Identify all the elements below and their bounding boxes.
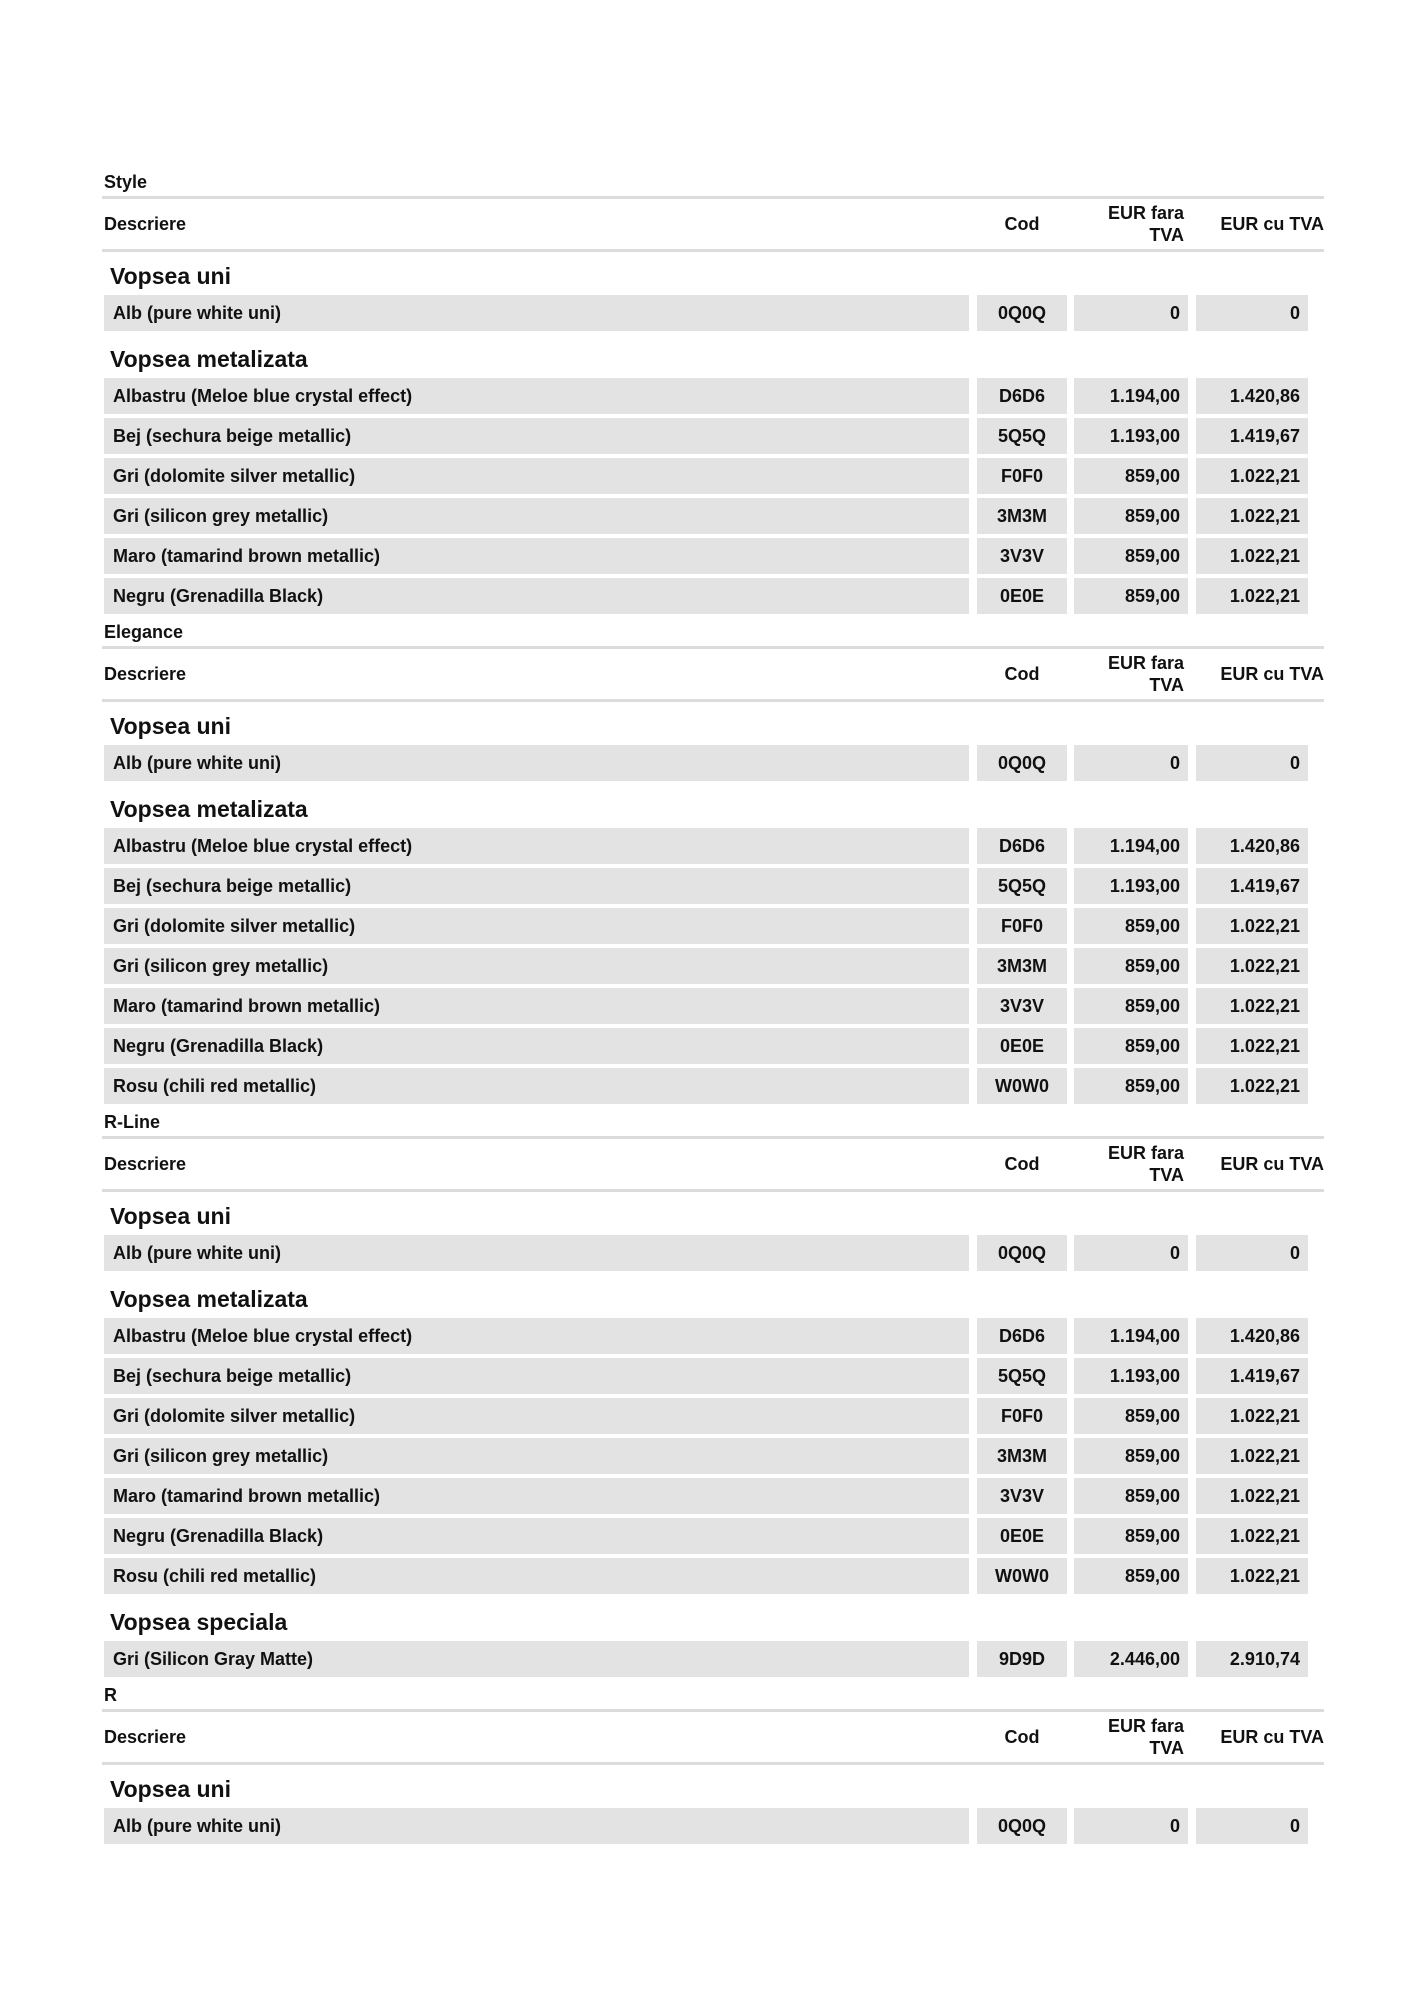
cell-cod: 9D9D [977, 1641, 1067, 1677]
cell-descriere: Alb (pure white uni) [104, 1808, 969, 1844]
cell-eur-fara-tva: 859,00 [1074, 1028, 1188, 1064]
header-cod: Cod [1004, 663, 1040, 684]
trim-title: Style [104, 172, 148, 192]
cell-eur-cu-tva: 0 [1196, 295, 1308, 331]
cell-descriere: Albastru (Meloe blue crystal effect) [104, 828, 969, 864]
group-heading: Vopsea uni [110, 263, 231, 289]
paint-group [102, 785, 1324, 1104]
trim-section [102, 618, 1324, 1104]
table-row [102, 1398, 1324, 1434]
trim-title: Elegance [104, 622, 184, 642]
cell-eur-cu-tva: 1.022,21 [1196, 1518, 1308, 1554]
cell-descriere: Negru (Grenadilla Black) [104, 1518, 969, 1554]
cell-eur-cu-tva: 1.022,21 [1196, 948, 1308, 984]
table-row [102, 498, 1324, 534]
cell-descriere: Bej (sechura beige metallic) [104, 418, 969, 454]
cell-eur-fara-tva: 0 [1074, 745, 1188, 781]
table-row [102, 745, 1324, 781]
table-row [102, 578, 1324, 614]
paint-group [102, 702, 1324, 781]
header-descriere: Descriere [104, 1726, 187, 1747]
cell-eur-cu-tva: 1.022,21 [1196, 498, 1308, 534]
trim-section [102, 1681, 1324, 1844]
paint-group [102, 1598, 1324, 1677]
header-eur-fara-tva: EUR fara TVA [1107, 1143, 1184, 1185]
table-row [102, 1518, 1324, 1554]
paint-group [102, 335, 1324, 614]
table-row [102, 1558, 1324, 1594]
cell-eur-cu-tva: 1.022,21 [1196, 538, 1308, 574]
cell-eur-cu-tva: 1.022,21 [1196, 1438, 1308, 1474]
table-header [102, 1709, 1324, 1765]
cell-eur-fara-tva: 859,00 [1074, 1068, 1188, 1104]
cell-eur-fara-tva: 1.193,00 [1074, 868, 1188, 904]
header-descriere: Descriere [104, 663, 187, 684]
cell-descriere: Alb (pure white uni) [104, 745, 969, 781]
cell-cod: W0W0 [977, 1558, 1067, 1594]
table-row [102, 538, 1324, 574]
table-row [102, 378, 1324, 414]
cell-cod: D6D6 [977, 378, 1067, 414]
cell-descriere: Bej (sechura beige metallic) [104, 1358, 969, 1394]
group-heading: Vopsea uni [110, 713, 231, 739]
cell-eur-cu-tva: 1.022,21 [1196, 1478, 1308, 1514]
table-row [102, 1358, 1324, 1394]
cell-cod: 0Q0Q [977, 295, 1067, 331]
table-header [102, 1136, 1324, 1192]
cell-eur-fara-tva: 1.193,00 [1074, 1358, 1188, 1394]
cell-cod: F0F0 [977, 908, 1067, 944]
header-cod: Cod [1004, 1153, 1040, 1174]
cell-eur-cu-tva: 1.022,21 [1196, 988, 1308, 1024]
table-row [102, 1478, 1324, 1514]
cell-cod: 0E0E [977, 578, 1067, 614]
price-list-page [102, 168, 1324, 1848]
cell-eur-fara-tva: 1.194,00 [1074, 828, 1188, 864]
cell-eur-fara-tva: 859,00 [1074, 908, 1188, 944]
cell-cod: D6D6 [977, 1318, 1067, 1354]
cell-cod: 3V3V [977, 538, 1067, 574]
group-heading: Vopsea uni [110, 1203, 231, 1229]
header-eur-fara-tva: EUR fara TVA [1107, 203, 1184, 245]
cell-eur-fara-tva: 1.193,00 [1074, 418, 1188, 454]
cell-cod: 5Q5Q [977, 418, 1067, 454]
cell-cod: 0Q0Q [977, 1808, 1067, 1844]
cell-cod: F0F0 [977, 458, 1067, 494]
cell-descriere: Gri (silicon grey metallic) [104, 498, 969, 534]
group-heading: Vopsea uni [110, 1776, 231, 1802]
cell-eur-cu-tva: 0 [1196, 1808, 1308, 1844]
cell-cod: 0E0E [977, 1518, 1067, 1554]
group-heading: Vopsea speciala [110, 1609, 288, 1635]
table-row [102, 1438, 1324, 1474]
table-header [102, 646, 1324, 702]
trim-title: R [104, 1685, 117, 1705]
cell-descriere: Negru (Grenadilla Black) [104, 1028, 969, 1064]
cell-eur-cu-tva: 1.022,21 [1196, 1068, 1308, 1104]
cell-eur-cu-tva: 1.420,86 [1196, 1318, 1308, 1354]
table-row [102, 828, 1324, 864]
cell-descriere: Maro (tamarind brown metallic) [104, 988, 969, 1024]
group-heading: Vopsea metalizata [110, 346, 308, 372]
trim-section [102, 1108, 1324, 1677]
cell-eur-cu-tva: 1.022,21 [1196, 578, 1308, 614]
cell-eur-cu-tva: 1.419,67 [1196, 418, 1308, 454]
header-descriere: Descriere [104, 213, 187, 234]
cell-eur-fara-tva: 1.194,00 [1074, 378, 1188, 414]
cell-eur-cu-tva: 1.419,67 [1196, 1358, 1308, 1394]
trim-title: R-Line [104, 1112, 160, 1132]
table-row [102, 1641, 1324, 1677]
cell-descriere: Bej (sechura beige metallic) [104, 868, 969, 904]
trim-section [102, 168, 1324, 614]
paint-group [102, 1192, 1324, 1271]
header-cod: Cod [1004, 1726, 1040, 1747]
cell-eur-cu-tva: 2.910,74 [1196, 1641, 1308, 1677]
table-row [102, 1068, 1324, 1104]
cell-eur-fara-tva: 859,00 [1074, 498, 1188, 534]
cell-eur-fara-tva: 1.194,00 [1074, 1318, 1188, 1354]
cell-eur-cu-tva: 0 [1196, 745, 1308, 781]
cell-eur-fara-tva: 859,00 [1074, 948, 1188, 984]
cell-descriere: Gri (silicon grey metallic) [104, 948, 969, 984]
cell-eur-fara-tva: 859,00 [1074, 988, 1188, 1024]
table-row [102, 868, 1324, 904]
cell-cod: 5Q5Q [977, 1358, 1067, 1394]
table-row [102, 1028, 1324, 1064]
header-eur-fara-tva: EUR fara TVA [1107, 1716, 1184, 1758]
header-cod: Cod [1004, 213, 1040, 234]
cell-eur-cu-tva: 1.022,21 [1196, 1028, 1308, 1064]
cell-eur-fara-tva: 859,00 [1074, 1398, 1188, 1434]
cell-descriere: Albastru (Meloe blue crystal effect) [104, 378, 969, 414]
cell-descriere: Gri (dolomite silver metallic) [104, 908, 969, 944]
cell-cod: 3M3M [977, 948, 1067, 984]
cell-cod: D6D6 [977, 828, 1067, 864]
cell-eur-fara-tva: 0 [1074, 1235, 1188, 1271]
cell-eur-fara-tva: 2.446,00 [1074, 1641, 1188, 1677]
cell-eur-fara-tva: 859,00 [1074, 1478, 1188, 1514]
cell-descriere: Rosu (chili red metallic) [104, 1068, 969, 1104]
cell-cod: 3M3M [977, 498, 1067, 534]
table-header [102, 196, 1324, 252]
paint-group [102, 1765, 1324, 1844]
cell-eur-fara-tva: 859,00 [1074, 578, 1188, 614]
cell-descriere: Alb (pure white uni) [104, 1235, 969, 1271]
cell-eur-cu-tva: 1.022,21 [1196, 1558, 1308, 1594]
table-row [102, 458, 1324, 494]
group-heading: Vopsea metalizata [110, 796, 308, 822]
group-heading: Vopsea metalizata [110, 1286, 308, 1312]
cell-cod: 3M3M [977, 1438, 1067, 1474]
cell-descriere: Maro (tamarind brown metallic) [104, 1478, 969, 1514]
header-eur-cu-tva: EUR cu TVA [1220, 1726, 1324, 1747]
table-row [102, 908, 1324, 944]
cell-eur-cu-tva: 1.022,21 [1196, 908, 1308, 944]
cell-cod: 0Q0Q [977, 1235, 1067, 1271]
cell-eur-fara-tva: 859,00 [1074, 1518, 1188, 1554]
header-eur-cu-tva: EUR cu TVA [1220, 663, 1324, 684]
cell-eur-cu-tva: 1.419,67 [1196, 868, 1308, 904]
cell-cod: 3V3V [977, 988, 1067, 1024]
table-row [102, 1235, 1324, 1271]
header-eur-fara-tva: EUR fara TVA [1107, 653, 1184, 695]
cell-eur-cu-tva: 1.420,86 [1196, 828, 1308, 864]
cell-eur-fara-tva: 0 [1074, 295, 1188, 331]
cell-cod: 5Q5Q [977, 868, 1067, 904]
table-row [102, 295, 1324, 331]
cell-descriere: Gri (Silicon Gray Matte) [104, 1641, 969, 1677]
table-row [102, 948, 1324, 984]
header-eur-cu-tva: EUR cu TVA [1220, 1153, 1324, 1174]
cell-descriere: Gri (silicon grey metallic) [104, 1438, 969, 1474]
cell-cod: 3V3V [977, 1478, 1067, 1514]
cell-eur-cu-tva: 0 [1196, 1235, 1308, 1271]
header-eur-cu-tva: EUR cu TVA [1220, 213, 1324, 234]
table-row [102, 1808, 1324, 1844]
cell-eur-fara-tva: 859,00 [1074, 458, 1188, 494]
cell-eur-cu-tva: 1.022,21 [1196, 458, 1308, 494]
cell-descriere: Rosu (chili red metallic) [104, 1558, 969, 1594]
cell-eur-fara-tva: 0 [1074, 1808, 1188, 1844]
cell-eur-fara-tva: 859,00 [1074, 538, 1188, 574]
paint-group [102, 1275, 1324, 1594]
header-descriere: Descriere [104, 1153, 187, 1174]
cell-descriere: Gri (dolomite silver metallic) [104, 458, 969, 494]
table-row [102, 418, 1324, 454]
cell-eur-cu-tva: 1.420,86 [1196, 378, 1308, 414]
paint-group [102, 252, 1324, 331]
cell-cod: 0E0E [977, 1028, 1067, 1064]
table-row [102, 1318, 1324, 1354]
cell-descriere: Albastru (Meloe blue crystal effect) [104, 1318, 969, 1354]
cell-eur-fara-tva: 859,00 [1074, 1558, 1188, 1594]
cell-cod: W0W0 [977, 1068, 1067, 1104]
cell-cod: F0F0 [977, 1398, 1067, 1434]
cell-eur-fara-tva: 859,00 [1074, 1438, 1188, 1474]
cell-cod: 0Q0Q [977, 745, 1067, 781]
cell-descriere: Maro (tamarind brown metallic) [104, 538, 969, 574]
table-row [102, 988, 1324, 1024]
cell-descriere: Gri (dolomite silver metallic) [104, 1398, 969, 1434]
cell-descriere: Alb (pure white uni) [104, 295, 969, 331]
cell-descriere: Negru (Grenadilla Black) [104, 578, 969, 614]
cell-eur-cu-tva: 1.022,21 [1196, 1398, 1308, 1434]
